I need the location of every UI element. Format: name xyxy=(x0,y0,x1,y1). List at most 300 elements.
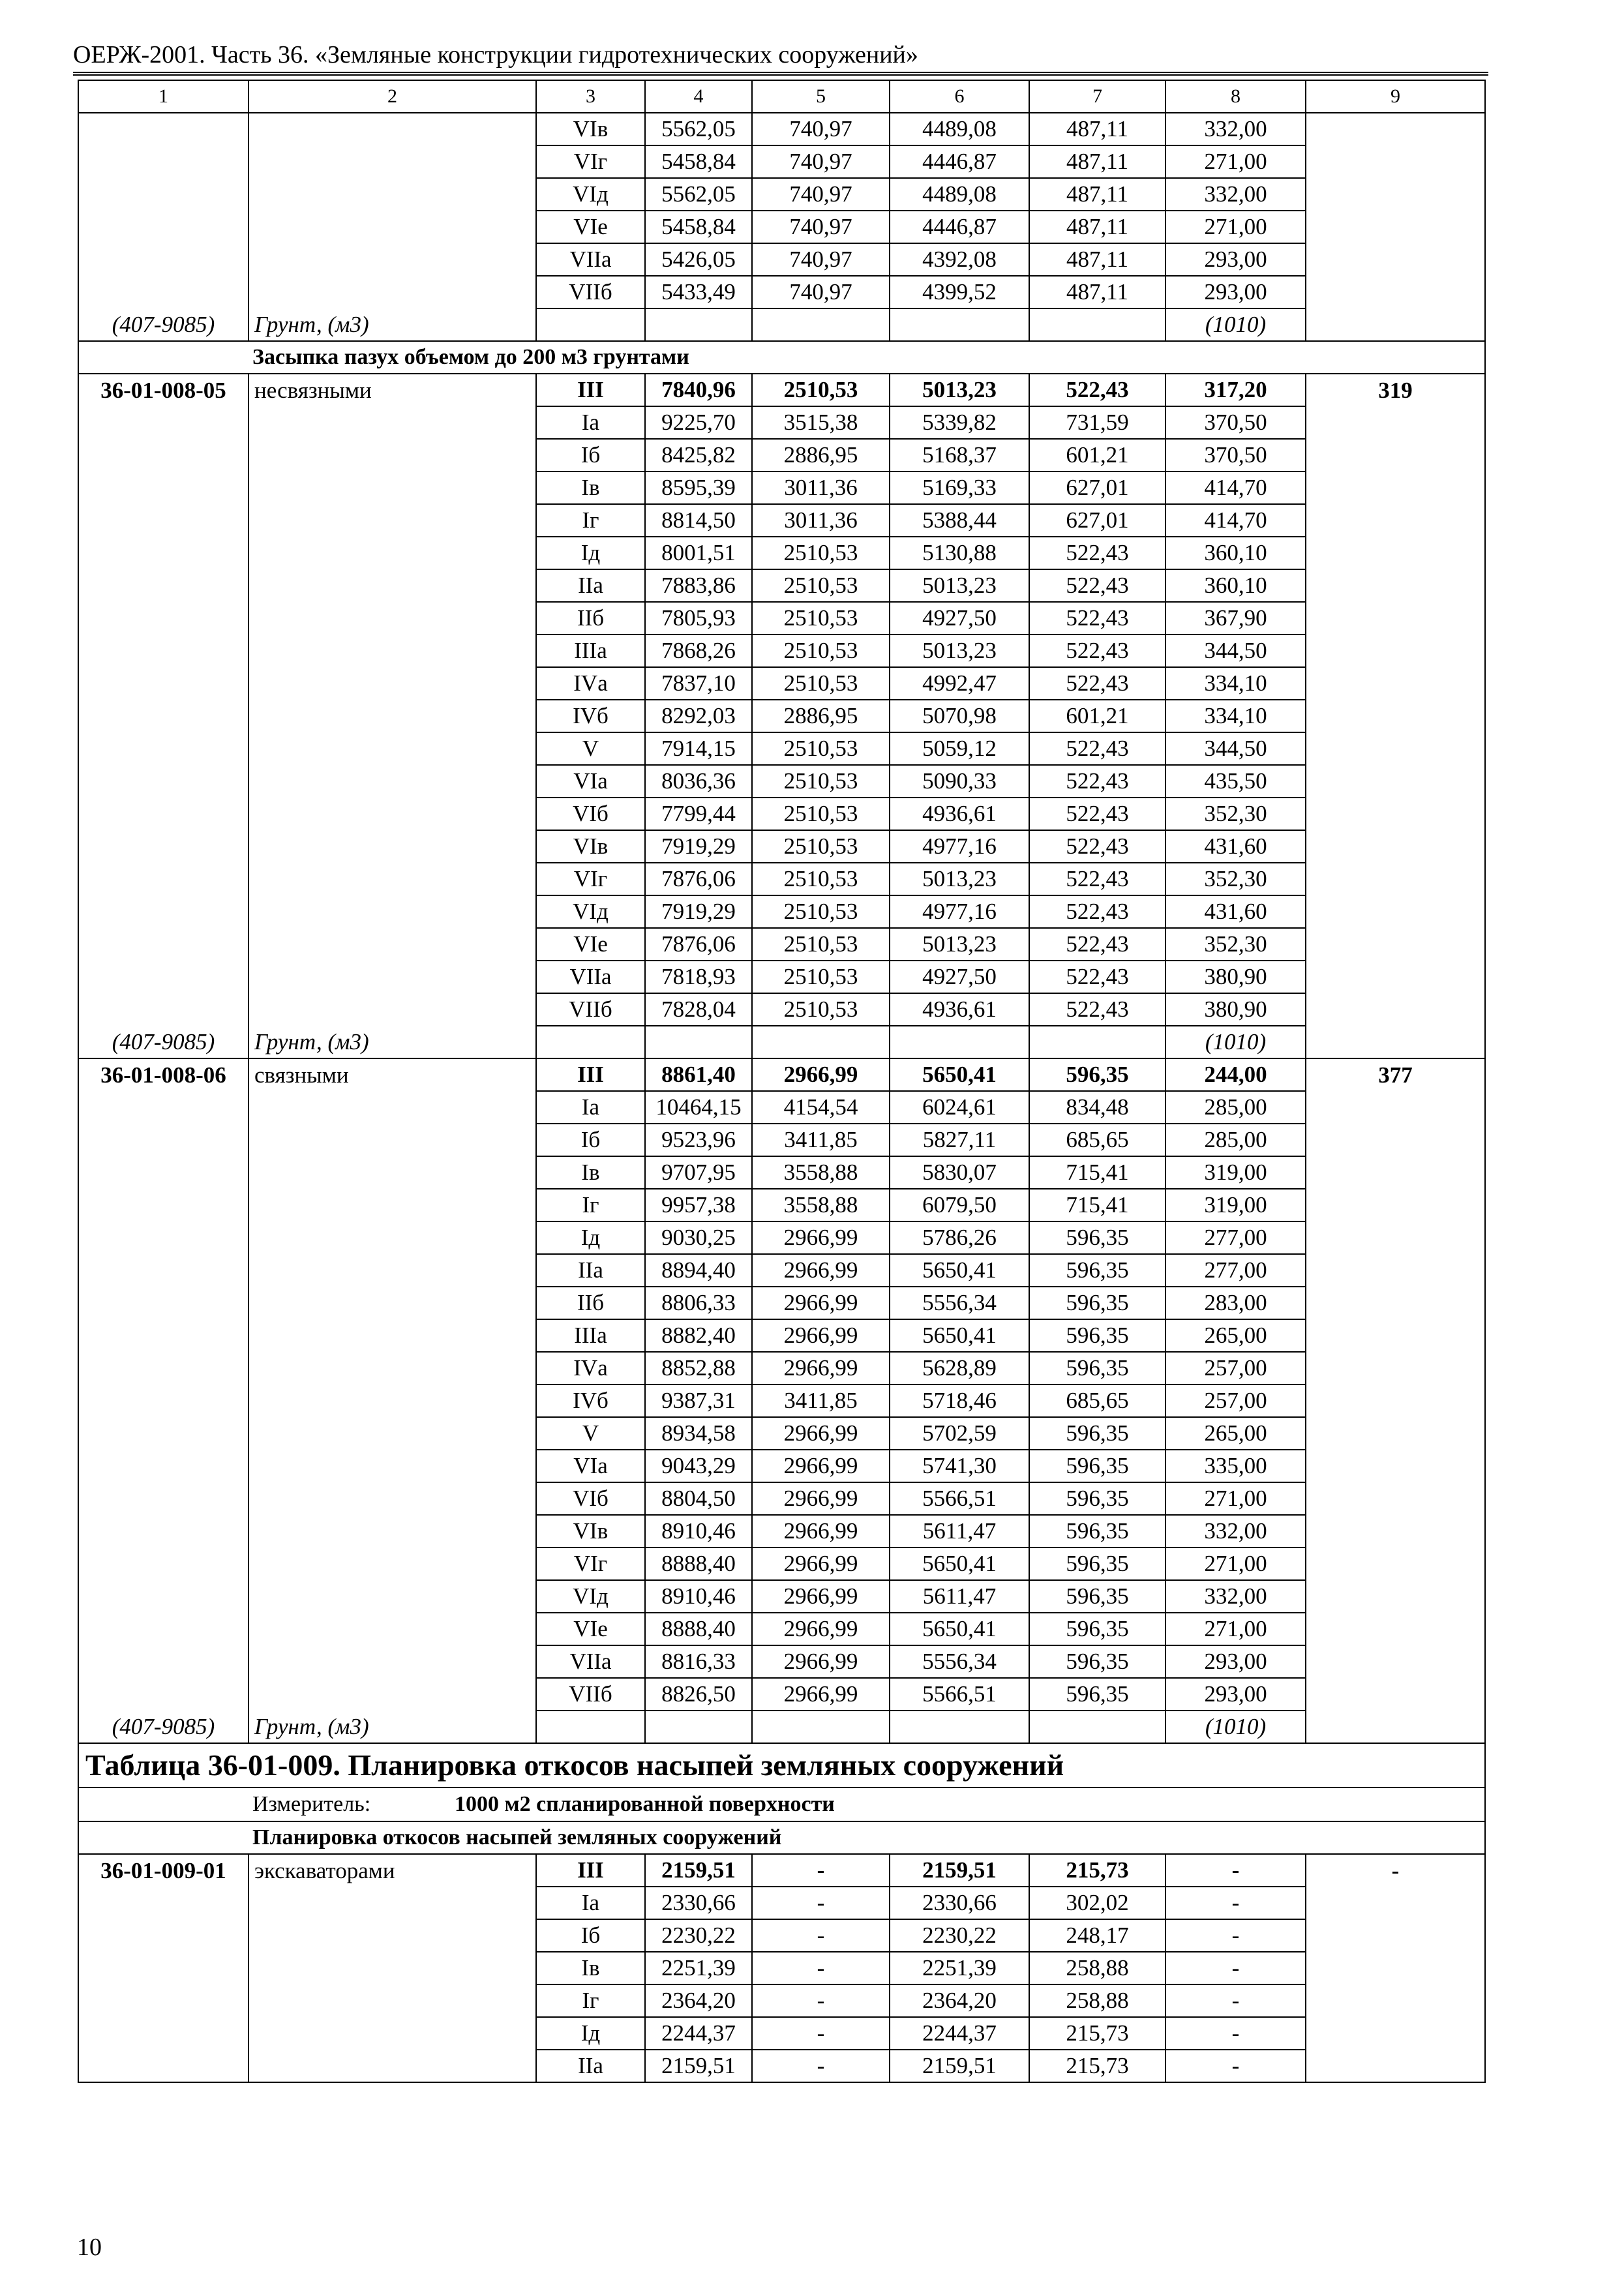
machinist-wage-cell: 487,11 xyxy=(1029,113,1165,145)
table-row xyxy=(78,732,1485,765)
resource-value: (1010) xyxy=(1165,1711,1306,1743)
table-row xyxy=(78,830,1485,863)
name-cell xyxy=(248,700,536,732)
rate-code: 36-01-009-01 xyxy=(78,1854,248,1887)
rate-main-row xyxy=(78,374,1485,406)
table-row xyxy=(78,1919,1485,1952)
table-row xyxy=(78,276,1485,308)
rates-table xyxy=(78,80,1486,2083)
machine-cell: 5741,30 xyxy=(890,1450,1029,1482)
unit-cost-cell xyxy=(1306,406,1485,439)
table-row xyxy=(78,1984,1485,2017)
name-cell xyxy=(248,1221,536,1254)
unit-cost-cell xyxy=(1306,1384,1485,1417)
code-cell xyxy=(78,993,248,1026)
machine-cell: 4489,08 xyxy=(890,178,1029,211)
table-row xyxy=(78,895,1485,928)
unit-cost-cell xyxy=(1306,211,1485,243)
direct-cost-cell: 9523,96 xyxy=(645,1124,752,1156)
machinist-wage-cell: 596,35 xyxy=(1029,1417,1165,1450)
category-cell: IIб xyxy=(536,1287,645,1319)
meter-cell xyxy=(78,1788,1485,1821)
code-cell xyxy=(78,602,248,635)
category-cell: IIб xyxy=(536,602,645,635)
unit-cost-cell: 377 xyxy=(1306,1058,1485,1091)
material-cell: 414,70 xyxy=(1165,471,1306,504)
machinist-wage-cell: 596,35 xyxy=(1029,1515,1165,1548)
table-row xyxy=(78,961,1485,993)
table-cell xyxy=(645,308,752,341)
machinist-wage-cell: 715,41 xyxy=(1029,1156,1165,1189)
table-cell xyxy=(1306,1026,1485,1058)
wage-cell: 2510,53 xyxy=(752,798,890,830)
machinist-wage-cell: 596,35 xyxy=(1029,1352,1165,1384)
direct-cost-cell: 8816,33 xyxy=(645,1645,752,1678)
column-number: 1 xyxy=(78,80,248,113)
unit-cost-cell xyxy=(1306,1450,1485,1482)
category-cell: Iд xyxy=(536,537,645,569)
table-row xyxy=(78,1352,1485,1384)
machinist-wage-cell: 487,11 xyxy=(1029,145,1165,178)
wage-cell: 2966,99 xyxy=(752,1482,890,1515)
machine-cell: 5388,44 xyxy=(890,504,1029,537)
machine-cell: 5566,51 xyxy=(890,1482,1029,1515)
code-cell xyxy=(78,798,248,830)
code-cell xyxy=(78,928,248,961)
wage-cell: 740,97 xyxy=(752,178,890,211)
unit-cost-cell xyxy=(1306,145,1485,178)
code-cell xyxy=(78,243,248,276)
machine-cell: 4927,50 xyxy=(890,961,1029,993)
category-cell: VIб xyxy=(536,1482,645,1515)
unit-cost-cell xyxy=(1306,439,1485,471)
material-cell: 352,30 xyxy=(1165,798,1306,830)
wage-cell: 2510,53 xyxy=(752,732,890,765)
code-cell xyxy=(78,667,248,700)
table-row xyxy=(78,178,1485,211)
machinist-wage-cell: 522,43 xyxy=(1029,635,1165,667)
table-cell xyxy=(645,1026,752,1058)
machinist-wage-cell: 522,43 xyxy=(1029,667,1165,700)
wage-cell: 740,97 xyxy=(752,113,890,145)
material-cell: - xyxy=(1165,1984,1306,2017)
machine-cell: 2364,20 xyxy=(890,1984,1029,2017)
wage-cell: - xyxy=(752,2017,890,2050)
code-cell xyxy=(78,113,248,145)
direct-cost-cell: 8425,82 xyxy=(645,439,752,471)
unit-cost-cell xyxy=(1306,1221,1485,1254)
direct-cost-cell: 2244,37 xyxy=(645,2017,752,2050)
wage-cell: 2510,53 xyxy=(752,961,890,993)
material-cell: 277,00 xyxy=(1165,1254,1306,1287)
material-cell: 319,00 xyxy=(1165,1189,1306,1221)
unit-cost-cell xyxy=(1306,830,1485,863)
machine-cell: 2159,51 xyxy=(890,2050,1029,2082)
category-cell: IIа xyxy=(536,569,645,602)
material-cell: - xyxy=(1165,2050,1306,2082)
machinist-wage-cell: 522,43 xyxy=(1029,798,1165,830)
table-row xyxy=(78,863,1485,895)
category-cell: VIб xyxy=(536,798,645,830)
wage-cell: 2966,99 xyxy=(752,1450,890,1482)
wage-cell: 2966,99 xyxy=(752,1580,890,1613)
name-cell xyxy=(248,439,536,471)
wage-cell: 2966,99 xyxy=(752,1515,890,1548)
category-cell: VIа xyxy=(536,765,645,798)
machine-cell: 5827,11 xyxy=(890,1124,1029,1156)
category-cell: IIIа xyxy=(536,1319,645,1352)
wage-cell: 2510,53 xyxy=(752,537,890,569)
unit-cost-cell xyxy=(1306,1287,1485,1319)
wage-cell: 740,97 xyxy=(752,145,890,178)
category-cell: IIа xyxy=(536,1254,645,1287)
code-cell xyxy=(78,1482,248,1515)
machinist-wage-cell: 215,73 xyxy=(1029,2017,1165,2050)
material-cell: 265,00 xyxy=(1165,1319,1306,1352)
unit-cost-cell xyxy=(1306,1254,1485,1287)
table-row xyxy=(78,1613,1485,1645)
category-cell: VIг xyxy=(536,1548,645,1580)
machinist-wage-cell: 487,11 xyxy=(1029,211,1165,243)
table-row xyxy=(78,765,1485,798)
machine-cell: 5702,59 xyxy=(890,1417,1029,1450)
direct-cost-cell: 9030,25 xyxy=(645,1221,752,1254)
machinist-wage-cell: 522,43 xyxy=(1029,537,1165,569)
machine-cell: 2244,37 xyxy=(890,2017,1029,2050)
category-cell: III xyxy=(536,374,645,406)
table-cell xyxy=(890,1711,1029,1743)
material-cell: 317,20 xyxy=(1165,374,1306,406)
unit-cost-cell xyxy=(1306,635,1485,667)
machinist-wage-cell: 627,01 xyxy=(1029,471,1165,504)
machinist-wage-cell: 834,48 xyxy=(1029,1091,1165,1124)
name-cell xyxy=(248,1352,536,1384)
table-cell xyxy=(645,1711,752,1743)
code-cell xyxy=(78,1984,248,2017)
name-cell xyxy=(248,178,536,211)
unit-cost-cell xyxy=(1306,537,1485,569)
unit-cost-cell xyxy=(1306,1984,1485,2017)
wage-cell: 2966,99 xyxy=(752,1221,890,1254)
rate-code: 36-01-008-05 xyxy=(78,374,248,406)
code-cell xyxy=(78,471,248,504)
machine-cell: 5650,41 xyxy=(890,1613,1029,1645)
material-cell: 360,10 xyxy=(1165,569,1306,602)
machinist-wage-cell: 522,43 xyxy=(1029,602,1165,635)
resource-row xyxy=(78,1711,1485,1743)
category-cell: Iа xyxy=(536,1091,645,1124)
direct-cost-cell: 8910,46 xyxy=(645,1580,752,1613)
wage-cell: 2966,99 xyxy=(752,1287,890,1319)
name-cell xyxy=(248,602,536,635)
machine-cell: 2230,22 xyxy=(890,1919,1029,1952)
material-cell: - xyxy=(1165,2017,1306,2050)
category-cell: VIIа xyxy=(536,1645,645,1678)
rate-name: экскаваторами xyxy=(248,1854,536,1887)
resource-row xyxy=(78,1026,1485,1058)
machinist-wage-cell: 522,43 xyxy=(1029,928,1165,961)
table-cell xyxy=(536,1711,645,1743)
table-title: Таблица 36-01-009. Планировка откосов насыпей земляных сооружений xyxy=(78,1743,1485,1788)
category-cell: Iб xyxy=(536,1124,645,1156)
wage-cell: 2886,95 xyxy=(752,700,890,732)
rate-main-row xyxy=(78,1058,1485,1091)
category-cell: III xyxy=(536,1058,645,1091)
material-cell: 293,00 xyxy=(1165,243,1306,276)
code-cell xyxy=(78,537,248,569)
category-cell: Iб xyxy=(536,439,645,471)
wage-cell: 2510,53 xyxy=(752,765,890,798)
wage-cell: 2510,53 xyxy=(752,863,890,895)
material-cell: 367,90 xyxy=(1165,602,1306,635)
resource-name: Грунт, (м3) xyxy=(248,1711,536,1743)
machine-cell: 5611,47 xyxy=(890,1515,1029,1548)
code-cell xyxy=(78,2017,248,2050)
direct-cost-cell: 8826,50 xyxy=(645,1678,752,1711)
material-cell: 293,00 xyxy=(1165,276,1306,308)
category-cell: IVа xyxy=(536,1352,645,1384)
name-cell xyxy=(248,1417,536,1450)
machine-cell: 5169,33 xyxy=(890,471,1029,504)
name-cell xyxy=(248,798,536,830)
material-cell: - xyxy=(1165,1887,1306,1919)
direct-cost-cell: 7919,29 xyxy=(645,895,752,928)
name-cell xyxy=(248,406,536,439)
name-cell xyxy=(248,569,536,602)
name-cell xyxy=(248,1124,536,1156)
machinist-wage-cell: 596,35 xyxy=(1029,1645,1165,1678)
code-cell xyxy=(78,1645,248,1678)
unit-cost-cell xyxy=(1306,504,1485,537)
wage-cell: 2886,95 xyxy=(752,439,890,471)
unit-cost-cell xyxy=(1306,276,1485,308)
unit-cost-cell xyxy=(1306,1919,1485,1952)
unit-cost-cell xyxy=(1306,895,1485,928)
category-cell: Iг xyxy=(536,1984,645,2017)
direct-cost-cell: 8888,40 xyxy=(645,1613,752,1645)
category-cell: VIIб xyxy=(536,276,645,308)
material-cell: 283,00 xyxy=(1165,1287,1306,1319)
wage-cell: 2510,53 xyxy=(752,635,890,667)
name-cell xyxy=(248,1319,536,1352)
code-cell xyxy=(78,830,248,863)
material-cell: 352,30 xyxy=(1165,863,1306,895)
machinist-wage-cell: 596,35 xyxy=(1029,1678,1165,1711)
category-cell: VIд xyxy=(536,1580,645,1613)
category-cell: VIIб xyxy=(536,1678,645,1711)
rate-name: несвязными xyxy=(248,374,536,406)
material-cell: 370,50 xyxy=(1165,439,1306,471)
wage-cell: 2966,99 xyxy=(752,1254,890,1287)
material-cell: 271,00 xyxy=(1165,145,1306,178)
direct-cost-cell: 7876,06 xyxy=(645,863,752,895)
meter-row xyxy=(78,1788,1485,1821)
wage-cell: 3011,36 xyxy=(752,504,890,537)
machine-cell: 4936,61 xyxy=(890,798,1029,830)
resource-name: Грунт, (м3) xyxy=(248,308,536,341)
wage-cell: 2966,99 xyxy=(752,1645,890,1678)
name-cell xyxy=(248,471,536,504)
machine-cell: 5786,26 xyxy=(890,1221,1029,1254)
direct-cost-cell: 9225,70 xyxy=(645,406,752,439)
category-cell: Iв xyxy=(536,471,645,504)
table-cell xyxy=(890,1026,1029,1058)
name-cell xyxy=(248,1613,536,1645)
machine-cell: 4392,08 xyxy=(890,243,1029,276)
unit-cost-cell xyxy=(1306,1319,1485,1352)
category-cell: VIIа xyxy=(536,961,645,993)
machinist-wage-cell: 215,73 xyxy=(1029,1854,1165,1887)
machine-cell: 5718,46 xyxy=(890,1384,1029,1417)
direct-cost-cell: 8292,03 xyxy=(645,700,752,732)
name-cell xyxy=(248,243,536,276)
category-cell: IVб xyxy=(536,1384,645,1417)
material-cell: 319,00 xyxy=(1165,1156,1306,1189)
name-cell xyxy=(248,276,536,308)
category-cell: VIе xyxy=(536,1613,645,1645)
machinist-wage-cell: 601,21 xyxy=(1029,700,1165,732)
machine-cell: 2159,51 xyxy=(890,1854,1029,1887)
material-cell: 332,00 xyxy=(1165,1515,1306,1548)
meter-label: Измеритель: xyxy=(252,1792,371,1816)
code-cell xyxy=(78,1678,248,1711)
name-cell xyxy=(248,895,536,928)
table-row xyxy=(78,1091,1485,1124)
name-cell xyxy=(248,667,536,700)
unit-cost-cell xyxy=(1306,602,1485,635)
name-cell xyxy=(248,504,536,537)
table-row xyxy=(78,993,1485,1026)
direct-cost-cell: 7799,44 xyxy=(645,798,752,830)
table-cell xyxy=(890,308,1029,341)
machine-cell: 5339,82 xyxy=(890,406,1029,439)
name-cell xyxy=(248,145,536,178)
name-cell xyxy=(248,113,536,145)
name-cell xyxy=(248,1515,536,1548)
table-row xyxy=(78,1580,1485,1613)
code-cell xyxy=(78,1384,248,1417)
material-cell: - xyxy=(1165,1952,1306,1984)
machine-cell: 5628,89 xyxy=(890,1352,1029,1384)
code-cell xyxy=(78,406,248,439)
machinist-wage-cell: 302,02 xyxy=(1029,1887,1165,1919)
category-cell: VIIб xyxy=(536,993,645,1026)
material-cell: 352,30 xyxy=(1165,928,1306,961)
machinist-wage-cell: 627,01 xyxy=(1029,504,1165,537)
name-cell xyxy=(248,1254,536,1287)
table-cell xyxy=(1306,308,1485,341)
code-cell xyxy=(78,1189,248,1221)
category-cell: VIв xyxy=(536,830,645,863)
resource-value: (1010) xyxy=(1165,1026,1306,1058)
machinist-wage-cell: 522,43 xyxy=(1029,961,1165,993)
unit-cost-cell xyxy=(1306,1678,1485,1711)
category-cell: VIа xyxy=(536,1450,645,1482)
table-row xyxy=(78,2050,1485,2082)
table-row xyxy=(78,569,1485,602)
machinist-wage-cell: 522,43 xyxy=(1029,374,1165,406)
unit-cost-cell: 319 xyxy=(1306,374,1485,406)
direct-cost-cell: 8894,40 xyxy=(645,1254,752,1287)
wage-cell: 2966,99 xyxy=(752,1613,890,1645)
wage-cell: 2966,99 xyxy=(752,1352,890,1384)
material-cell: 370,50 xyxy=(1165,406,1306,439)
machinist-wage-cell: 522,43 xyxy=(1029,993,1165,1026)
material-cell: 271,00 xyxy=(1165,1548,1306,1580)
unit-cost-cell xyxy=(1306,993,1485,1026)
column-number: 6 xyxy=(890,80,1029,113)
category-cell: VIг xyxy=(536,145,645,178)
table-row xyxy=(78,1417,1485,1450)
category-cell: VIв xyxy=(536,113,645,145)
direct-cost-cell: 5458,84 xyxy=(645,211,752,243)
name-cell xyxy=(248,863,536,895)
category-cell: IVб xyxy=(536,700,645,732)
machinist-wage-cell: 258,88 xyxy=(1029,1984,1165,2017)
machinist-wage-cell: 487,11 xyxy=(1029,178,1165,211)
direct-cost-cell: 2330,66 xyxy=(645,1887,752,1919)
material-cell: 360,10 xyxy=(1165,537,1306,569)
unit-cost-cell xyxy=(1306,961,1485,993)
machinist-wage-cell: 685,65 xyxy=(1029,1384,1165,1417)
material-cell: 257,00 xyxy=(1165,1352,1306,1384)
direct-cost-cell: 8888,40 xyxy=(645,1548,752,1580)
table-row xyxy=(78,1189,1485,1221)
category-cell: VIе xyxy=(536,928,645,961)
direct-cost-cell: 10464,15 xyxy=(645,1091,752,1124)
code-cell xyxy=(78,1417,248,1450)
material-cell: 414,70 xyxy=(1165,504,1306,537)
direct-cost-cell: 8882,40 xyxy=(645,1319,752,1352)
category-cell: IIIа xyxy=(536,635,645,667)
name-cell xyxy=(248,1189,536,1221)
code-cell xyxy=(78,569,248,602)
name-cell xyxy=(248,1156,536,1189)
table-row xyxy=(78,243,1485,276)
unit-cost-cell xyxy=(1306,2017,1485,2050)
table-cell xyxy=(752,1711,890,1743)
direct-cost-cell: 7805,93 xyxy=(645,602,752,635)
unit-cost-cell xyxy=(1306,243,1485,276)
unit-cost-cell xyxy=(1306,863,1485,895)
table-row xyxy=(78,113,1485,145)
wage-cell: 3411,85 xyxy=(752,1384,890,1417)
table-cell xyxy=(1029,1711,1165,1743)
wage-cell: - xyxy=(752,1919,890,1952)
table-row xyxy=(78,504,1485,537)
machine-cell: 4446,87 xyxy=(890,211,1029,243)
material-cell: - xyxy=(1165,1919,1306,1952)
direct-cost-cell: 5562,05 xyxy=(645,178,752,211)
wage-cell: 3558,88 xyxy=(752,1189,890,1221)
table-row xyxy=(78,1450,1485,1482)
table-row xyxy=(78,1287,1485,1319)
name-cell xyxy=(248,2050,536,2082)
machinist-wage-cell: 596,35 xyxy=(1029,1548,1165,1580)
code-cell xyxy=(78,1091,248,1124)
rate-code: 36-01-008-06 xyxy=(78,1058,248,1091)
category-cell: VIIа xyxy=(536,243,645,276)
code-cell xyxy=(78,145,248,178)
wage-cell: 3411,85 xyxy=(752,1124,890,1156)
unit-cost-cell xyxy=(1306,1482,1485,1515)
category-cell: Iв xyxy=(536,1156,645,1189)
machinist-wage-cell: 596,35 xyxy=(1029,1254,1165,1287)
direct-cost-cell: 2159,51 xyxy=(645,1854,752,1887)
material-cell: 285,00 xyxy=(1165,1124,1306,1156)
direct-cost-cell: 8861,40 xyxy=(645,1058,752,1091)
machine-cell: 6024,61 xyxy=(890,1091,1029,1124)
